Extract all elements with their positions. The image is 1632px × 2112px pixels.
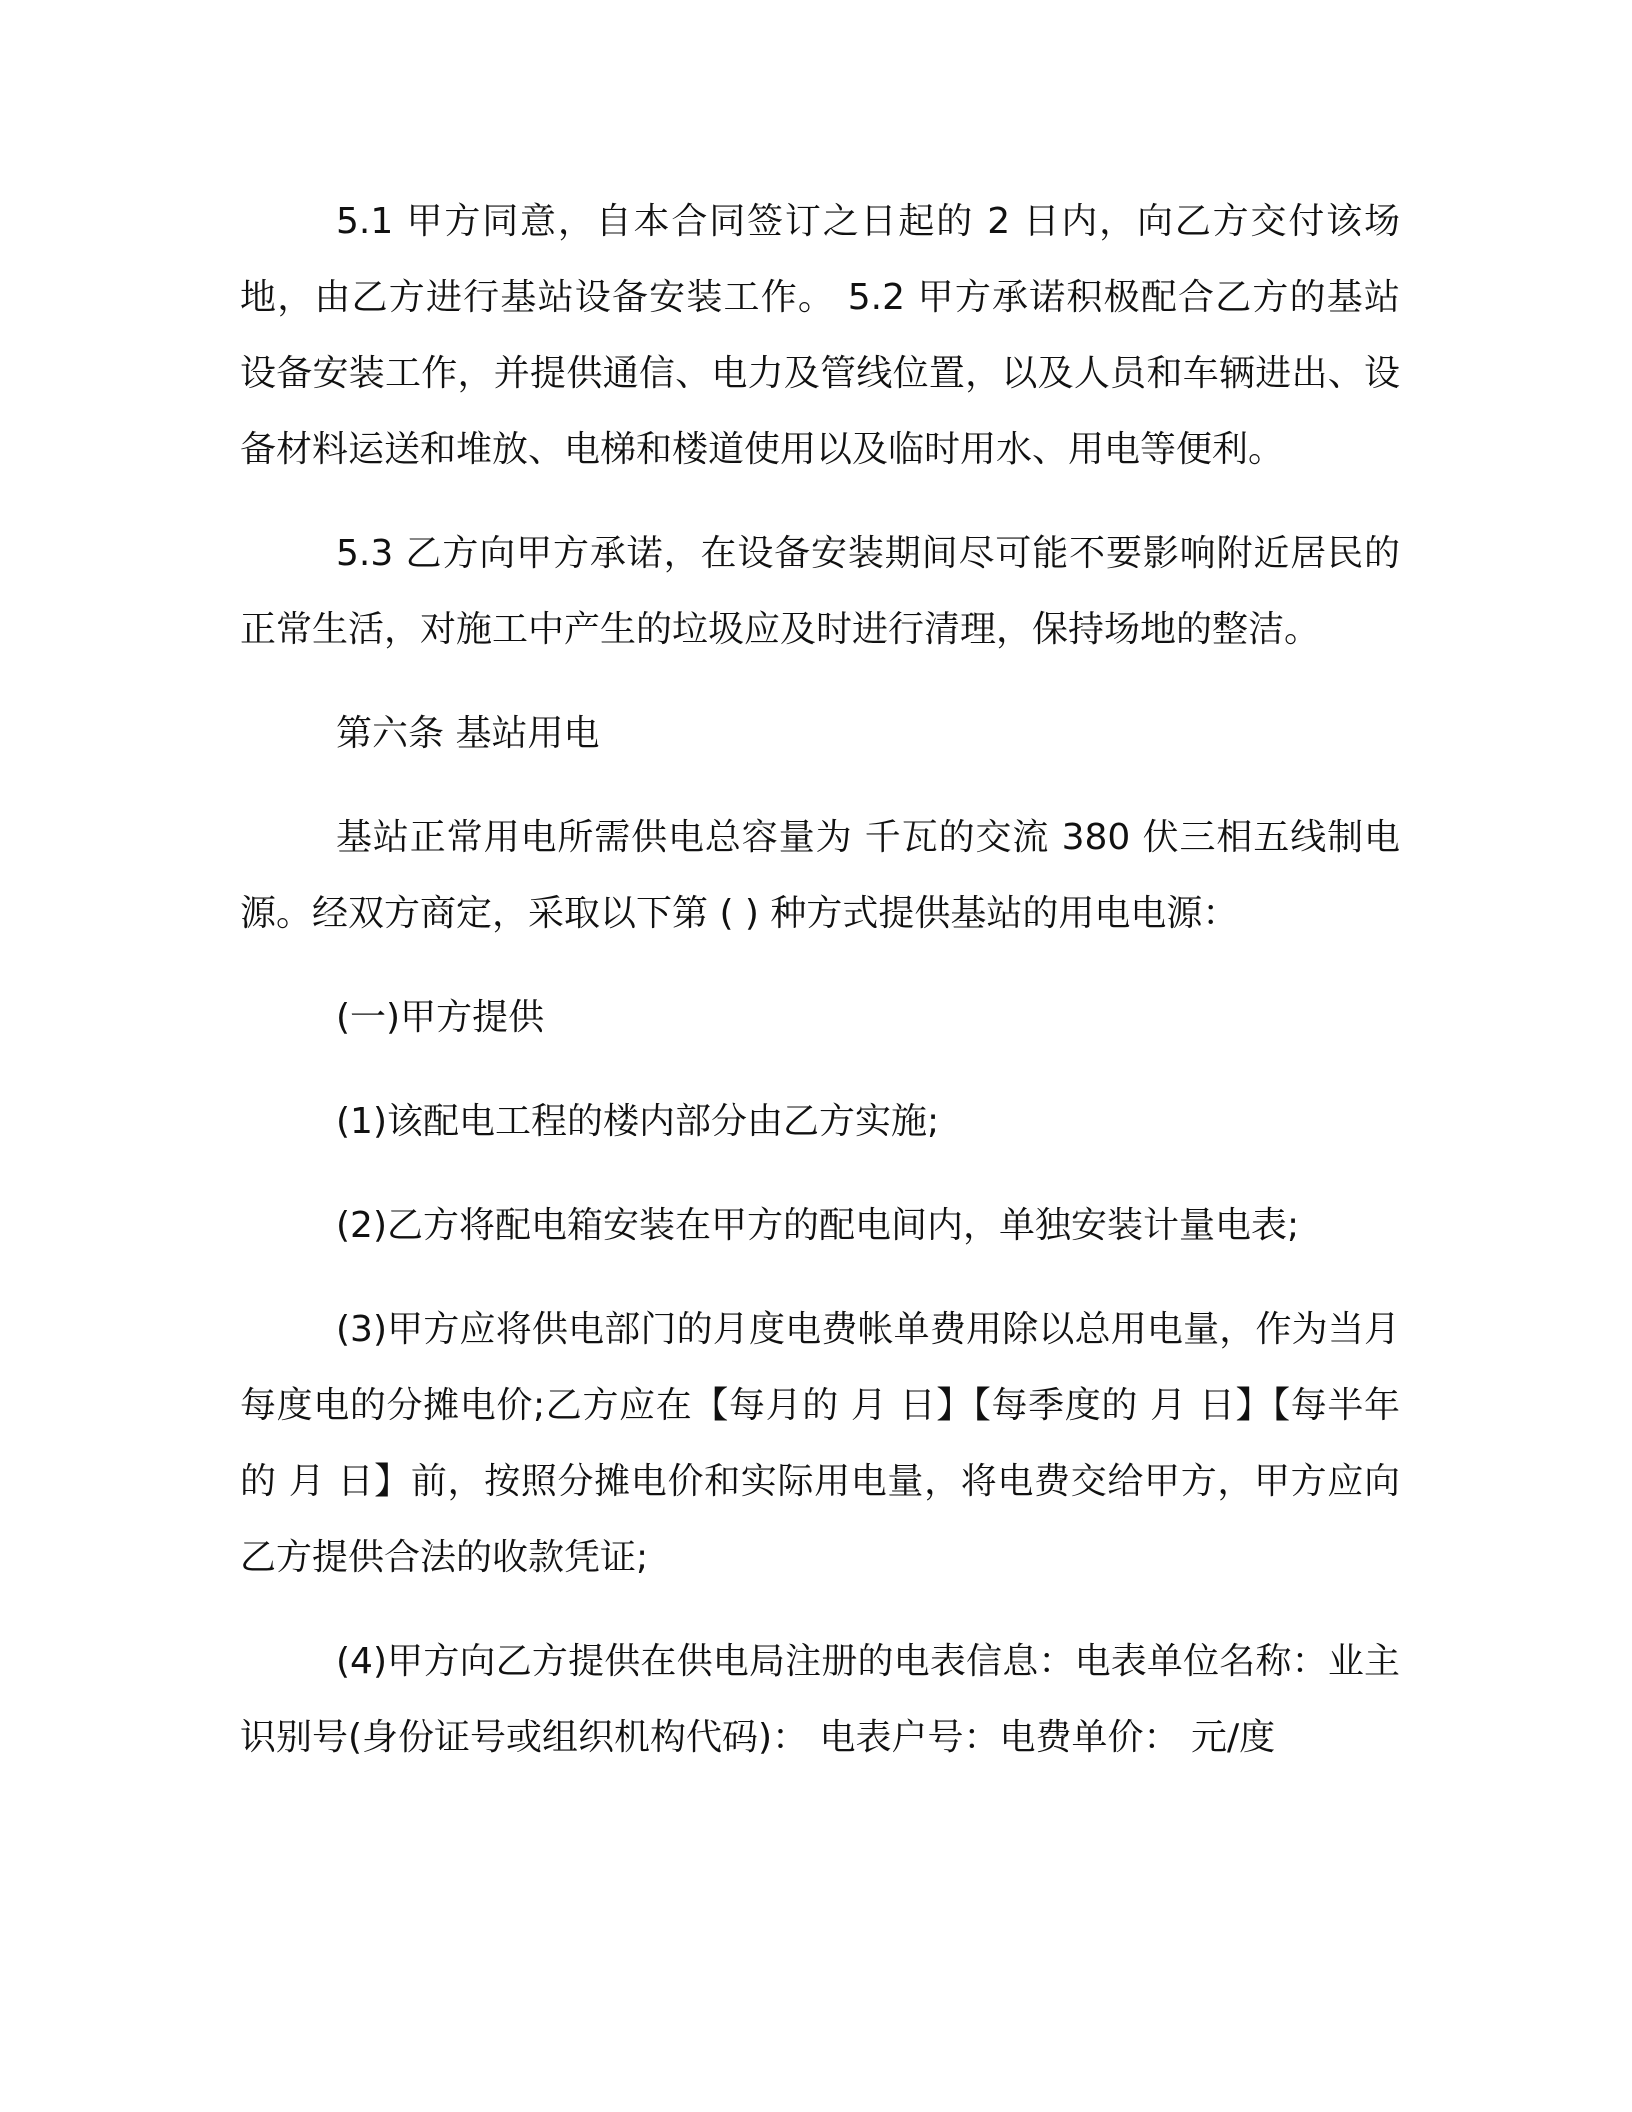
list-item-4: (4)甲方向乙方提供在供电局注册的电表信息：电表单位名称：业主识别号(身份证号或组织机构代码)： 电表户号：电费单价： 元/度 xyxy=(240,1641,1400,1758)
list-item-1: (1)该配电工程的楼内部分由乙方实施; xyxy=(336,1101,940,1142)
paragraph-5-1-5-2: 5.1 甲方同意，自本合同签订之日起的 2 日内，向乙方交付该场地，由乙方进行基站设备安装工作。 5.2 甲方承诺积极配合乙方的基站设备安装工作，并提供通信、电力及管线位置，以及人员和车辆进出、设备材料运送和堆放、电梯和楼道使用以及临时用水、用电等便利。 xyxy=(240,201,1400,470)
paragraph-5-3: 5.3 乙方向甲方承诺，在设备安装期间尽可能不要影响附近居民的正常生活，对施工中产生的垃圾应及时进行清理，保持场地的整洁。 xyxy=(240,533,1400,650)
paragraph-option-party-a: (一)甲方提供 xyxy=(336,997,545,1038)
list-item-3: (3)甲方应将供电部门的月度电费帐单费用除以总用电量，作为当月每度电的分摊电价;乙方应在【每月的 月 日】【每季度的 月 日】【每半年的 月 日】前，按照分摊电价和实际用电量，将电费交给甲方，甲方应向乙方提供合法的收款凭证; xyxy=(240,1309,1400,1578)
section-heading-article-6: 第六条 基站用电 xyxy=(336,713,600,754)
paragraph-power-capacity: 基站正常用电所需供电总容量为 千瓦的交流 380 伏三相五线制电源。经双方商定，采取以下第 ( ) 种方式提供基站的用电电源： xyxy=(240,817,1400,934)
document-body xyxy=(240,184,1400,1804)
list-item-2: (2)乙方将配电箱安装在甲方的配电间内，单独安装计量电表; xyxy=(336,1205,1300,1246)
